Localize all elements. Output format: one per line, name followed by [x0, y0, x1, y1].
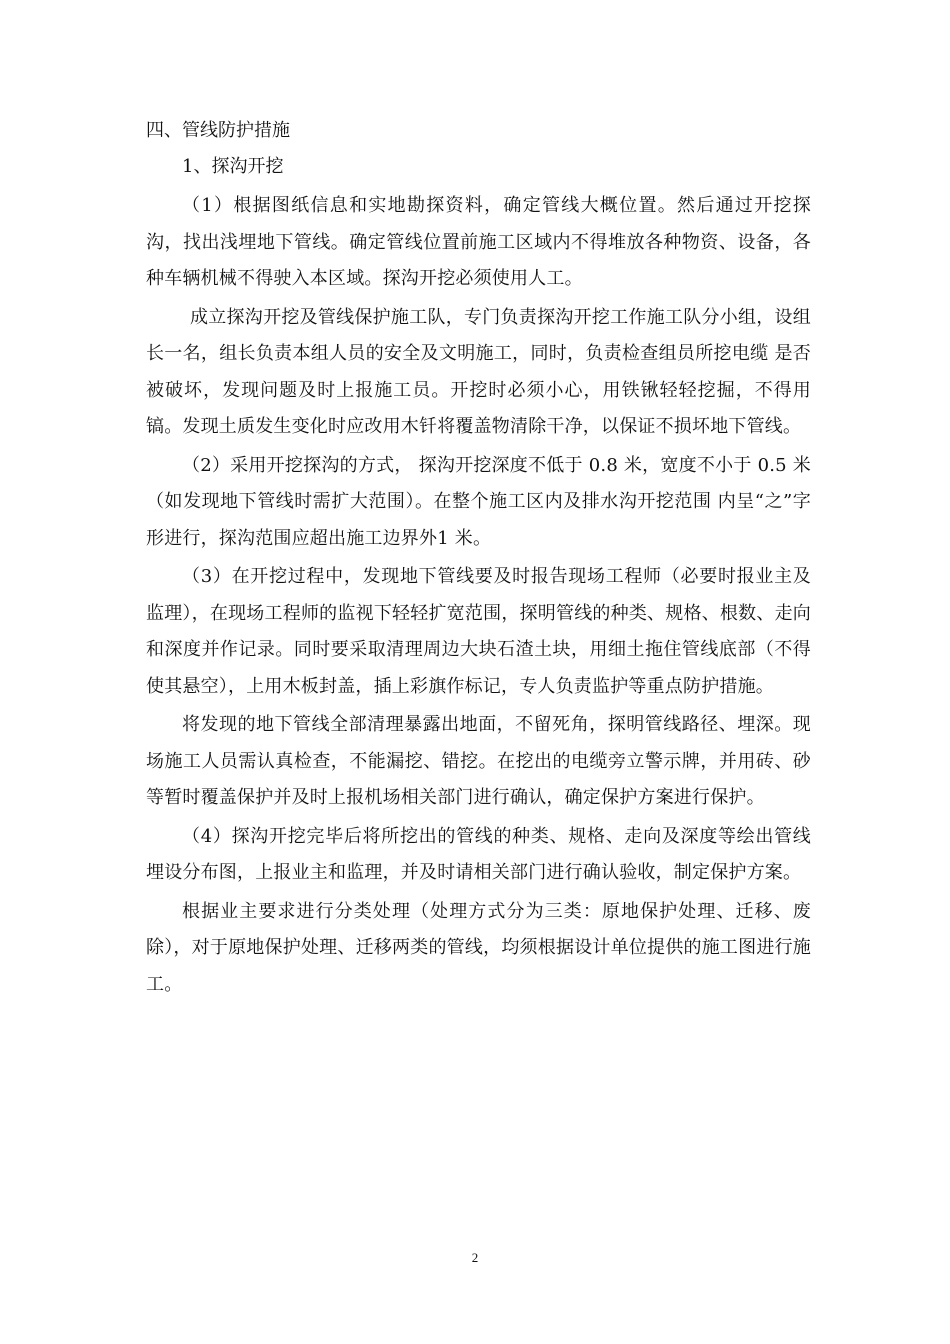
paragraph-classification: 根据业主要求进行分类处理（处理方式分为三类：原地保护处理、迁移、废除），对于原地保护处理、迁移两类的管线，均须根据设计单位提供的施工图进行施工。	[146, 900, 811, 995]
paragraph-exposed-pipelines: 将发现的地下管线全部清理暴露出地面，不留死角，探明管线路径、埋深。现场施工人员需认真检查，不能漏挖、错挖。在挖出的电缆旁立警示牌，并用砖、砂等暂时覆盖保护并及时上报机场相关部门进行确认，确定保护方案进行保护。	[146, 714, 811, 808]
page-number: 2	[471, 1250, 479, 1265]
document-body	[146, 116, 811, 1005]
subsection-heading: 1、探沟开挖	[182, 156, 284, 177]
paragraph-distribution-map: （4）探沟开挖完毕后将所挖出的管线的种类、规格、走向及深度等绘出管线埋设分布图，上报业主和监理，并及时请相关部门进行确认验收，制定保护方案。	[146, 825, 811, 883]
paragraph-trench-dimensions: （2）采用开挖探沟的方式， 探沟开挖深度不低于 0.8 米，宽度不小于 0.5 米（如发现地下管线时需扩大范围）。在整个施工区内及排水沟开挖范围 内呈“之”字形进行，探沟范围应超出施工边界外1 米。	[146, 454, 811, 549]
paragraph-construction-team: 成立探沟开挖及管线保护施工队，专门负责探沟开挖工作施工队分小组，设组长一名，组长负责本组人员的安全及文明施工，同时，负责检查组员所挖电缆 是否被破坏，发现问题及时上报施工员。开挖时必须小心，用铁锹轻轻挖掘，不得用镐。发现土质发生变化时应改用木钎将覆盖物清除干净，以保证不损坏地下管线。	[146, 306, 811, 437]
section-heading: 四、管线防护措施	[146, 120, 290, 141]
paragraph-excavation-process: （3）在开挖过程中，发现地下管线要及时报告现场工程师（必要时报业主及监理），在现场工程师的监视下轻轻扩宽范围，探明管线的种类、规格、根数、走向和深度并作记录。同时要采取清理周边大块石渣土块，用细土拖住管线底部（不得使其悬空），上用木板封盖，插上彩旗作标记，专人负责监护等重点防护措施。	[146, 566, 811, 697]
paragraph-exploration-location: （1）根据图纸信息和实地勘探资料，确定管线大概位置。然后通过开挖探沟，找出浅埋地下管线。确定管线位置前施工区域内不得堆放各种物资、设备，各种车辆机械不得驶入本区域。探沟开挖必须使用人工。	[146, 195, 811, 289]
